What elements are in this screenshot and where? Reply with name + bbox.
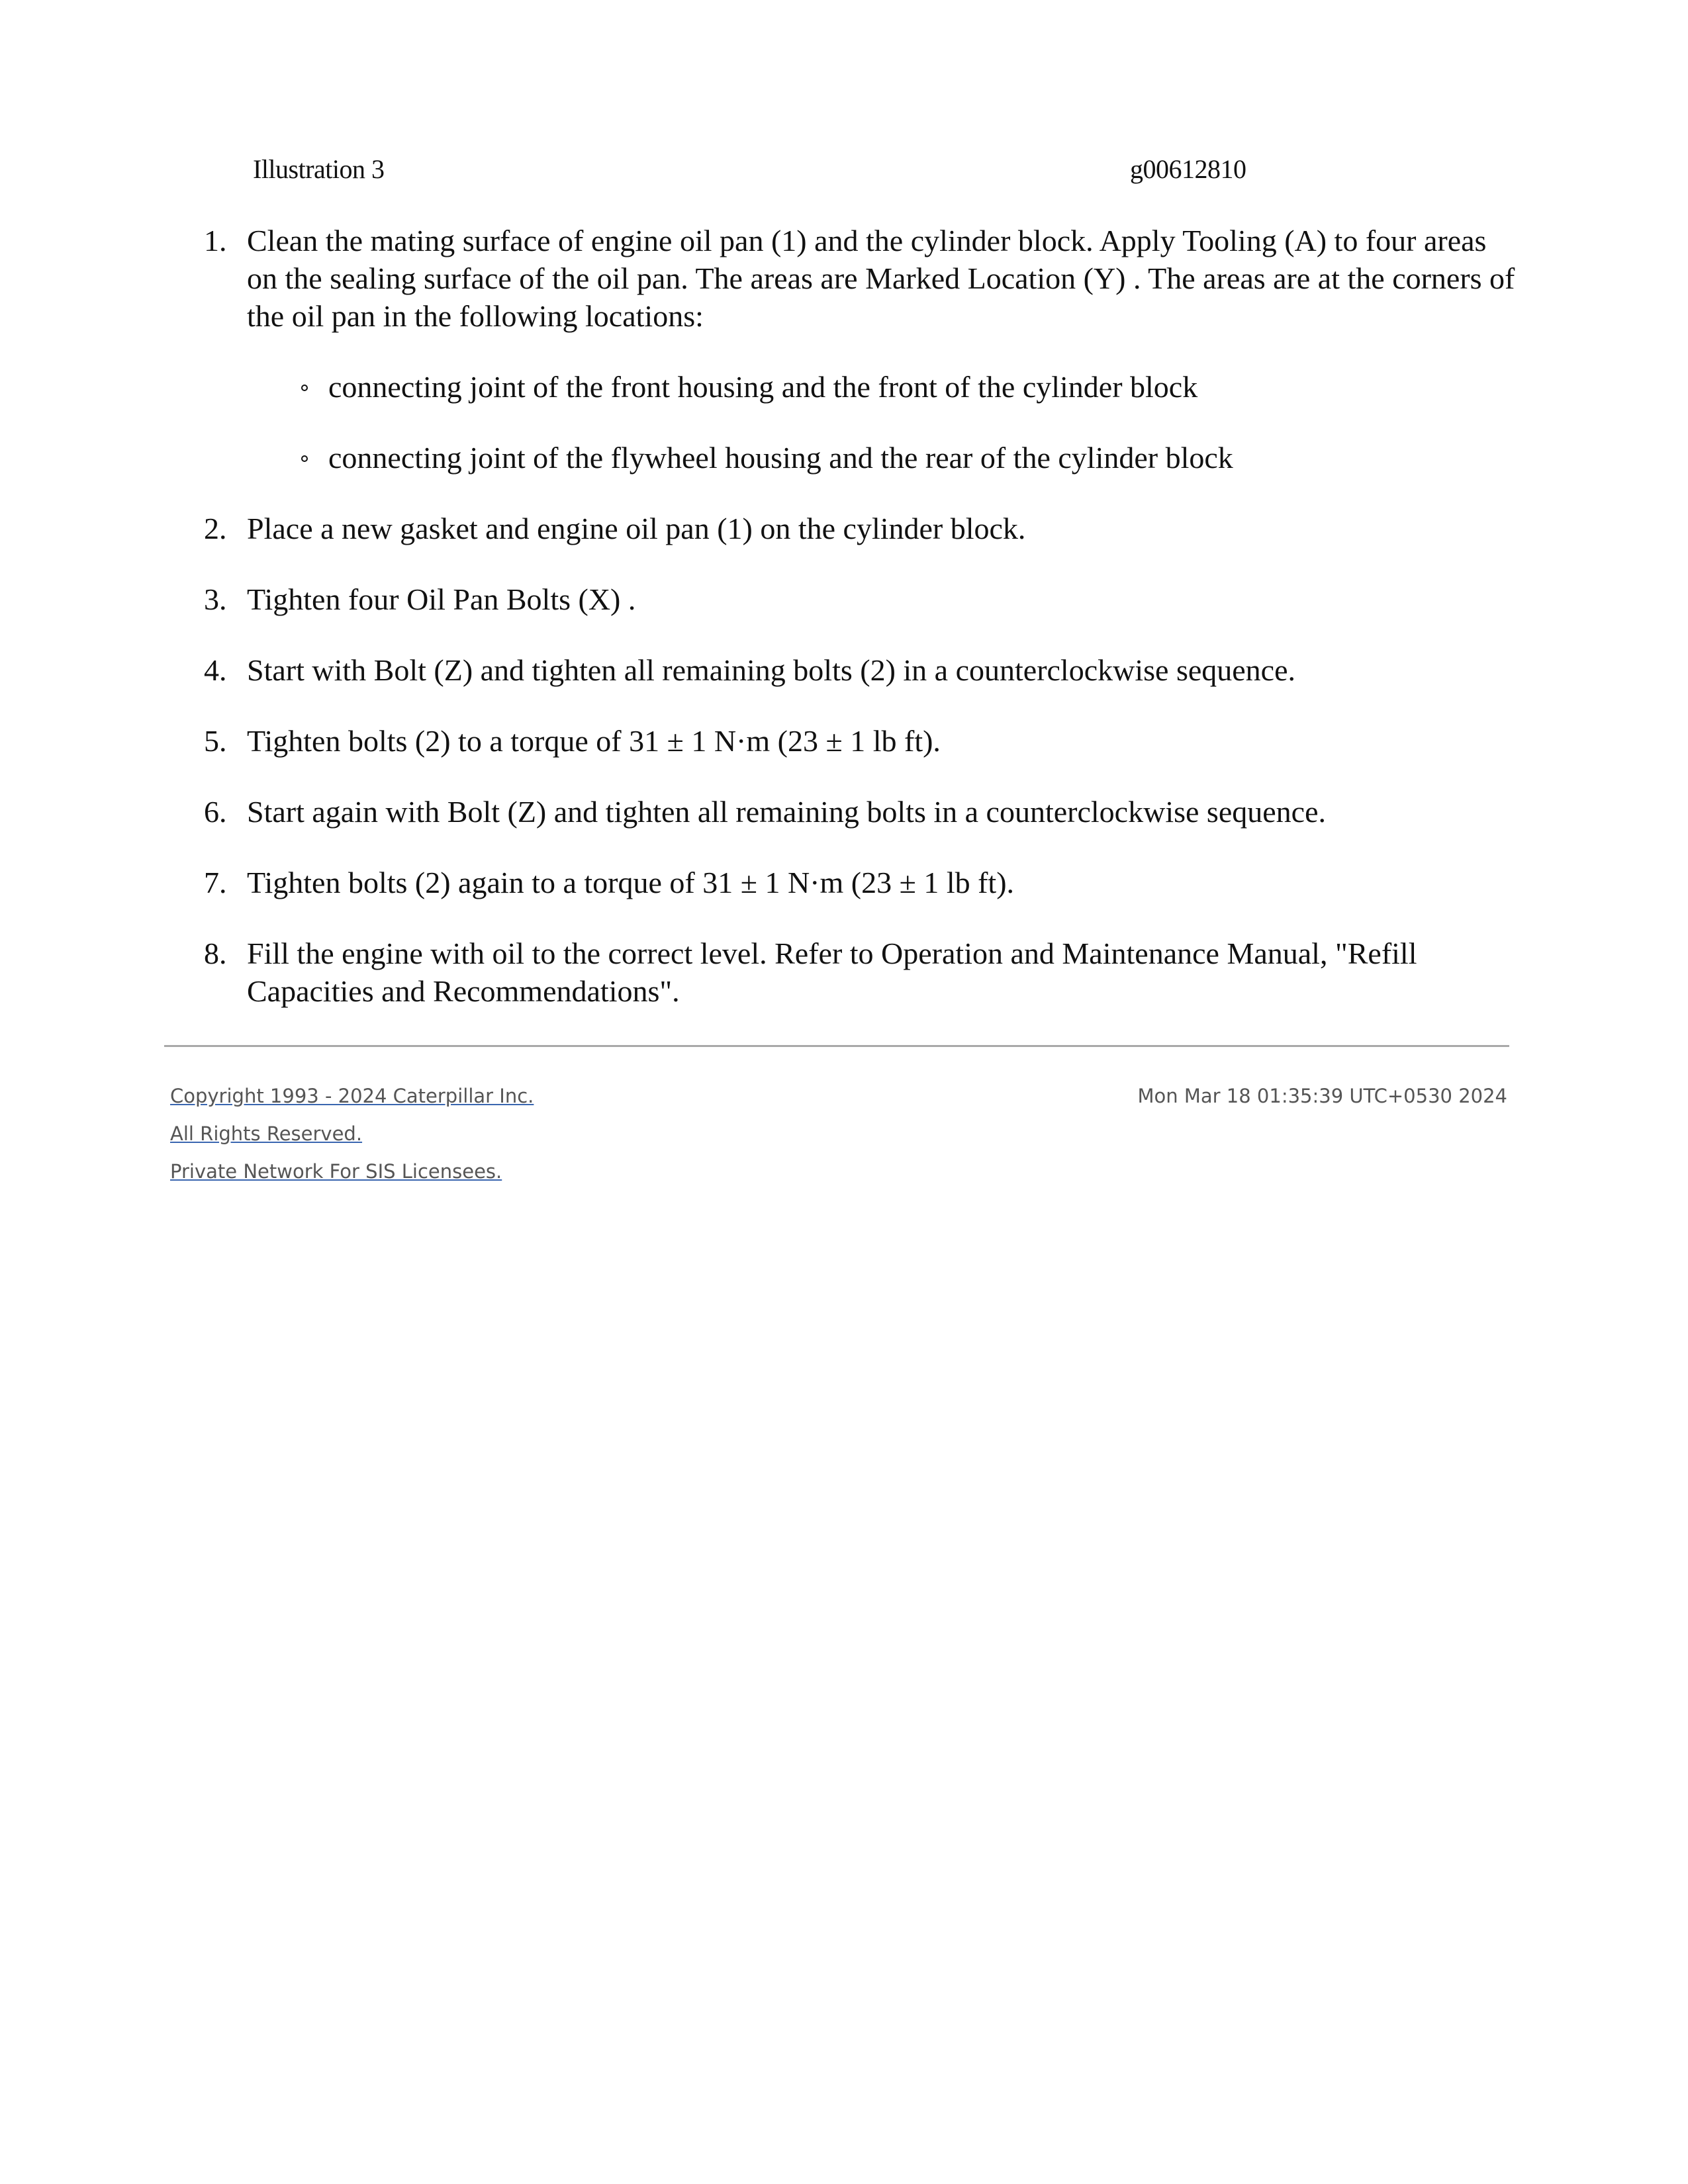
step-text: Clean the mating surface of engine oil pan (1) and the cylinder block. Apply Tooling (A) to four areas on the sealing surface of the oil pan. The areas are Marked Location (Y) . The areas are at the corners of the oil pan in the following locations: <box>247 224 1515 333</box>
circle-bullet-icon <box>301 455 308 462</box>
step-text: Start with Bolt (Z) and tighten all remaining bolts (2) in a counterclockwise sequence. <box>247 653 1296 687</box>
step-text: Tighten four Oil Pan Bolts (X) . <box>247 582 636 616</box>
step-text: Fill the engine with oil to the correct level. Refer to Operation and Maintenance Manual, "Refill Capacities and Recommendations". <box>247 936 1417 1008</box>
step-text: Start again with Bolt (Z) and tighten all remaining bolts in a counterclockwise sequence. <box>247 795 1326 829</box>
copyright-link[interactable]: Copyright 1993 - 2024 Caterpillar Inc. <box>170 1085 534 1107</box>
bullet-item <box>247 368 1523 406</box>
footer-divider <box>164 1045 1509 1047</box>
step-1 <box>0 222 1688 477</box>
page-footer <box>170 1077 1507 1191</box>
step-6 <box>0 793 1688 831</box>
step-text: Tighten bolts (2) again to a torque of 31 ± 1 N·m (23 ± 1 lb ft). <box>247 866 1015 899</box>
step-3 <box>0 580 1688 618</box>
step-number: 5. <box>204 724 227 758</box>
illustration-number: g00612810 <box>1130 154 1246 184</box>
timestamp: Mon Mar 18 01:35:39 UTC+0530 2024 <box>1137 1085 1507 1107</box>
bullet-item <box>247 439 1523 477</box>
step-text: Place a new gasket and engine oil pan (1) on the cylinder block. <box>247 512 1026 545</box>
step-2 <box>0 510 1688 547</box>
bullet-text: connecting joint of the front housing and the front of the cylinder block <box>328 370 1198 404</box>
step-text: Tighten bolts (2) to a torque of 31 ± 1 N·m (23 ± 1 lb ft). <box>247 724 941 758</box>
step-number: 4. <box>204 653 227 687</box>
step-number: 3. <box>204 582 227 616</box>
step-4 <box>0 651 1688 689</box>
bullet-text: connecting joint of the flywheel housing and the rear of the cylinder block <box>328 441 1233 475</box>
rights-link[interactable]: All Rights Reserved. <box>170 1122 363 1145</box>
step-number: 8. <box>204 936 227 970</box>
circle-bullet-icon <box>301 385 308 391</box>
step-number: 6. <box>204 795 227 829</box>
step-number: 2. <box>204 512 227 545</box>
step-7 <box>0 864 1688 901</box>
step-number: 7. <box>204 866 227 899</box>
step-8 <box>0 934 1688 1010</box>
illustration-label: Illustration 3 <box>253 154 385 184</box>
private-network-link[interactable]: Private Network For SIS Licensees. <box>170 1160 502 1183</box>
step-1-bullets <box>247 368 1523 477</box>
step-5 <box>0 722 1688 760</box>
step-number: 1. <box>204 224 227 257</box>
procedure-steps <box>0 222 1688 1043</box>
illustration-caption <box>253 150 1259 189</box>
